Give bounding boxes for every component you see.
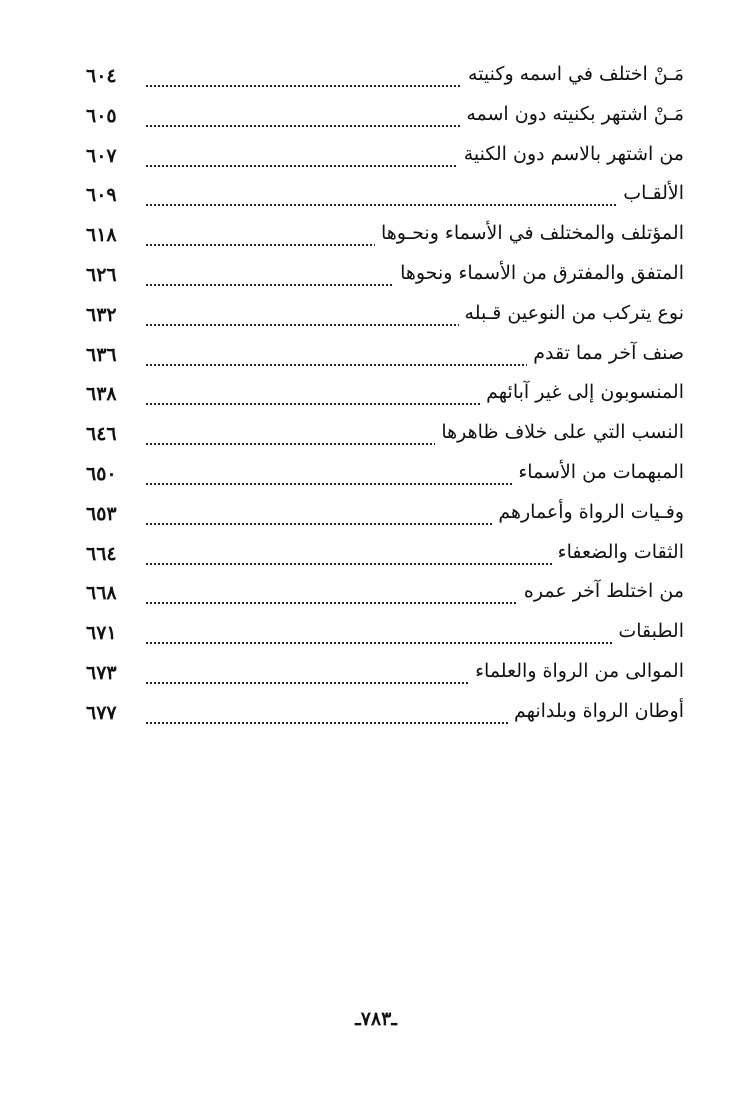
toc-entry	[86, 337, 684, 377]
toc-entry-page: ٦٧٧	[86, 701, 117, 724]
toc-entry-title: المبهمات من الأسماء	[512, 459, 684, 485]
toc-entry-title: الطبقات	[612, 618, 684, 644]
toc-entry-page: ٦١٨	[86, 224, 117, 247]
toc-entry	[86, 615, 684, 655]
toc-entry-page: ٦٣٢	[86, 303, 117, 326]
toc-entry-page: ٦٤٦	[86, 423, 117, 446]
toc-entry-page: ٦٢٦	[86, 263, 117, 286]
toc-entry-page: ٦٦٤	[86, 542, 117, 565]
toc-entry-title: الموالى من الرواة والعلماء	[469, 658, 684, 684]
toc-entry-title: مَـنْ اختلف في اسمه وكنيته	[462, 61, 684, 87]
toc-entry-page: ٦٠٥	[86, 104, 117, 127]
toc-entry-title: نوع يتركب من النوعين قـبله	[459, 300, 684, 326]
toc-entry	[86, 217, 684, 257]
page-number: ـ٧٨٣ـ	[355, 1008, 397, 1030]
toc-entry-title: من اشتهر بالاسم دون الكنية	[458, 141, 684, 167]
toc-entry	[86, 297, 684, 337]
toc-entry	[86, 376, 684, 416]
toc-entry	[86, 456, 684, 496]
toc-entry-title: الثقات والضعفاء	[552, 539, 684, 565]
toc-entry-title: مَـنْ اشتهر بكنيته دون اسمه	[460, 101, 684, 127]
toc-entry-page: ٦٣٨	[86, 383, 117, 406]
toc-entry-page: ٦٦٨	[86, 582, 117, 605]
toc-entry	[86, 177, 684, 217]
toc-entry	[86, 138, 684, 178]
toc-entry	[86, 416, 684, 456]
toc-entry-page: ٦٠٩	[86, 184, 117, 207]
toc-entry	[86, 575, 684, 615]
toc-entry-title: المنسوبون إلى غير آبائهم	[480, 379, 684, 405]
toc-entry	[86, 257, 684, 297]
toc-entry-title: أوطان الرواة وبلدانهم	[508, 698, 684, 724]
dot-leader	[146, 204, 684, 206]
toc-entry	[86, 695, 684, 735]
toc-entry	[86, 536, 684, 576]
toc-entry-page: ٦٥٠	[86, 462, 117, 485]
toc-entry-title: النسب التي على خلاف ظاهرها	[435, 419, 684, 445]
dot-leader	[146, 642, 684, 644]
toc-entry-title: وفـيات الرواة وأعمارهم	[492, 499, 684, 525]
toc-entry-page: ٦٥٣	[86, 502, 117, 525]
table-of-contents	[86, 58, 684, 735]
toc-entry-page: ٦٣٦	[86, 343, 117, 366]
toc-entry-title: صنف آخر مما تقدم	[527, 340, 684, 366]
toc-entry	[86, 496, 684, 536]
toc-entry-title: الألقـاب	[617, 180, 684, 206]
toc-entry-page: ٦٧١	[86, 622, 117, 645]
toc-entry-title: من اختلط آخر عمره	[518, 578, 684, 604]
toc-entry-title: المتفق والمفترق من الأسماء ونحوها	[394, 260, 684, 286]
toc-entry	[86, 98, 684, 138]
toc-entry-page: ٦٧٣	[86, 661, 117, 684]
toc-entry-title: المؤتلف والمختلف في الأسماء ونحـوها	[375, 220, 684, 246]
toc-entry-page: ٦٠٧	[86, 144, 117, 167]
toc-entry	[86, 58, 684, 98]
toc-entry-page: ٦٠٤	[86, 65, 117, 87]
toc-entry	[86, 655, 684, 695]
